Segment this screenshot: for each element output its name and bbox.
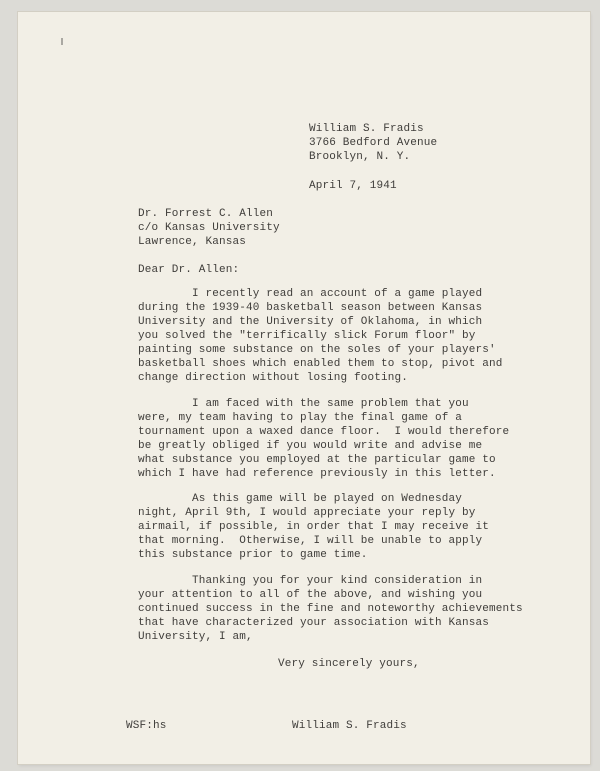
letter-page (18, 12, 590, 764)
paragraph-2-line: I am faced with the same problem that you (138, 398, 469, 410)
paragraph-1-line: I recently read an account of a game played (138, 288, 483, 300)
recipient-org: c/o Kansas University (138, 222, 280, 234)
paragraph-2-line: be greatly obliged if you would write and advise me (138, 440, 483, 452)
paragraph-1-line: change direction without losing footing. (138, 372, 409, 384)
paragraph-3-line: this substance prior to game time. (138, 549, 368, 561)
paragraph-1-line: University and the University of Oklahoma, in which (138, 316, 483, 328)
paragraph-3-line: As this game will be played on Wednesday (138, 493, 463, 505)
recipient-name: Dr. Forrest C. Allen (138, 208, 274, 220)
sender-city: Brooklyn, N. Y. (309, 151, 411, 163)
paragraph-4-line: Thanking you for your kind consideration in (138, 575, 483, 587)
paragraph-4-line: continued success in the fine and noteworthy achievements (138, 603, 523, 615)
letter-date: April 7, 1941 (309, 180, 397, 192)
paragraph-4-line: that have characterized your association with Kansas (138, 617, 490, 629)
paragraph-1-line: basketball shoes which enabled them to stop, pivot and (138, 358, 503, 370)
paper-mark (61, 38, 63, 45)
recipient-city: Lawrence, Kansas (138, 236, 247, 248)
paragraph-3-line: airmail, if possible, in order that I may receive it (138, 521, 490, 533)
paragraph-2-line: what substance you employed at the particular game to (138, 454, 496, 466)
sender-street: 3766 Bedford Avenue (309, 137, 438, 149)
paragraph-3-line: that morning. Otherwise, I will be unable to apply (138, 535, 483, 547)
paragraph-2-line: tournament upon a waxed dance floor. I would therefore (138, 426, 510, 438)
reference-initials: WSF:hs (126, 720, 167, 732)
paragraph-2-line: which I have had reference previously in this letter. (138, 468, 496, 480)
signature-name: William S. Fradis (292, 720, 407, 732)
paragraph-1-line: painting some substance on the soles of your players' (138, 344, 496, 356)
paragraph-1-line: during the 1939-40 basketball season between Kansas (138, 302, 483, 314)
paragraph-1-line: you solved the "terrifically slick Forum floor" by (138, 330, 476, 342)
paragraph-3-line: night, April 9th, I would appreciate your reply by (138, 507, 476, 519)
paragraph-4-line: your attention to all of the above, and wishing you (138, 589, 483, 601)
salutation: Dear Dr. Allen: (138, 264, 240, 276)
closing: Very sincerely yours, (278, 658, 420, 670)
sender-name: William S. Fradis (309, 123, 424, 135)
paragraph-4-line: University, I am, (138, 631, 253, 643)
paragraph-2-line: were, my team having to play the final game of a (138, 412, 463, 424)
